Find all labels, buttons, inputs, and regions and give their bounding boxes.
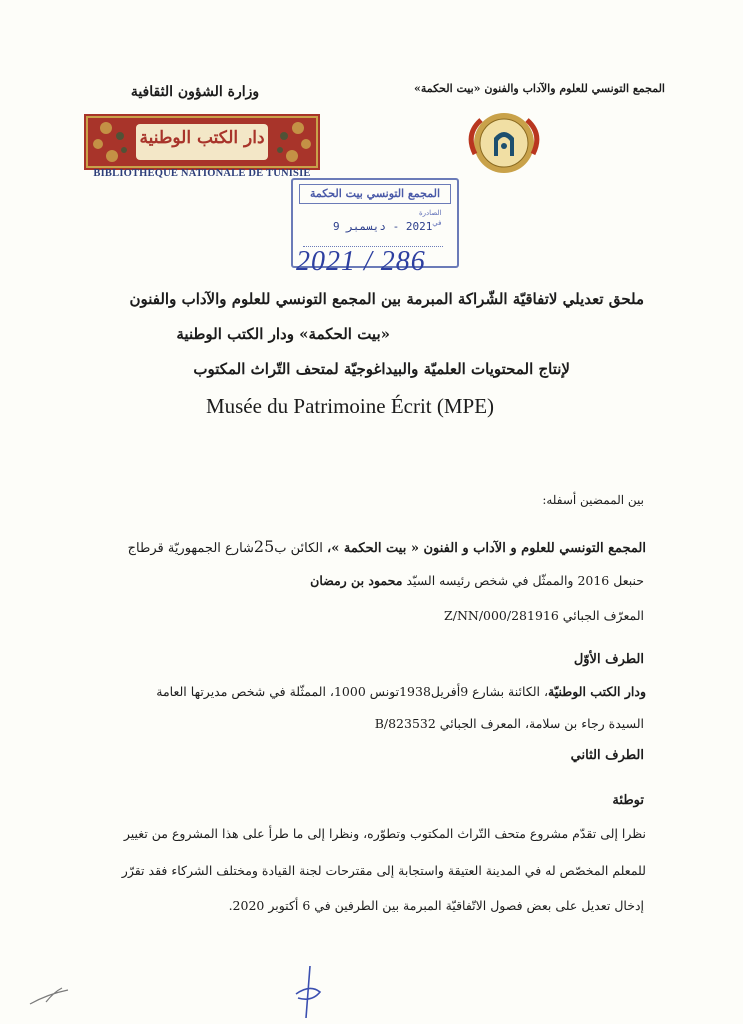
party1-line-2 [40,573,644,588]
stamp-title: المجمع التونسي بيت الحكمة [299,184,451,204]
preamble-line-2: للمعلم المخصّص له في المدينة العتيقة واستجابة إلى مقترحات لجنة القيادة ومختلف الشركاء فقد تقرّر [121,863,646,878]
party2-role: الطرف الثاني [570,748,644,763]
party1-address-a: الكائن ب [274,541,328,556]
library-latin-name: BIBLIOTHEQUE NATIONALE DE TUNISIE [93,168,311,179]
initial-signature [286,962,332,1020]
document-title-line-1: ملحق تعديلي لاتفاقيّة الشّراكة المبرمة بين المجمع التونسي للعلوم والآداب والفنون [129,290,644,308]
document-title-line-3: لإنتاج المحتويات العلميّة والبيداغوجيّة لمتحف التّراث المكتوب [193,360,570,378]
preamble-heading: توطئة [612,793,644,808]
party1-role: الطرف الأوّل [573,652,644,667]
initial-mark-left [28,972,88,1012]
stamp-date: 2021 - ديسمبر 9 [333,220,433,233]
party2-address: ، الكائنة بشارع 9أفريل1938تونس 1000، الممثّلة في شخص مديرتها العامة [156,684,549,699]
party2-line-1 [40,684,646,699]
party1-representative-text: حنبعل 2016 والممثّل في شخص رئيسه السيّد [402,573,644,588]
preamble-line-1: نظرا إلى تقدّم مشروع متحف التّراث المكتوب وتطوّره، ونظرا إلى ما طرأ على هذا المشروع من تغيير [123,826,646,841]
beit-al-hikma-emblem-icon [463,110,545,176]
library-logo-text: دار الكتب الوطنية [139,128,265,148]
party1-line-1 [40,537,646,556]
party2-name: ودار الكتب الوطنيّة [548,684,646,699]
party1-address-b: شارع الجمهوريّة قرطاج [127,541,254,556]
stamp-reference-number: 2021 / 286 [296,246,426,277]
stamp-label-issued: الصادرة [419,209,442,217]
stamp-label-in: في [432,219,442,227]
preamble-line-3: إدخال تعديل على بعض فصول الاتّفاقيّة المبرمة بين الطرفين في 6 أكتوبر 2020. [228,898,644,913]
party1-street-number: 25 [253,537,275,556]
academy-heading: المجمع التونسي للعلوم والآداب والفنون «بيت الحكمة» [413,82,665,95]
document-title-latin: Musée du Patrimoine Écrit (MPE) [205,394,495,418]
party1-name: المجمع التونسي للعلوم و الآداب و الفنون « بيت الحكمة »، [327,541,646,556]
party1-representative-name: محمود بن رمضان [310,573,403,588]
party1-tax-id: المعرّف الجبائي Z/NN/000/281916 [444,608,644,623]
ministry-heading: وزارة الشؤون الثقافية [130,84,260,100]
document-title-line-2: «بيت الحكمة» ودار الكتب الوطنية [176,325,390,343]
party2-line-2: السيدة رجاء بن سلامة، المعرف الجبائي B/823532 [374,716,644,731]
intro-text: بين الممضين أسفله: [542,493,644,507]
national-library-logo [84,114,320,170]
